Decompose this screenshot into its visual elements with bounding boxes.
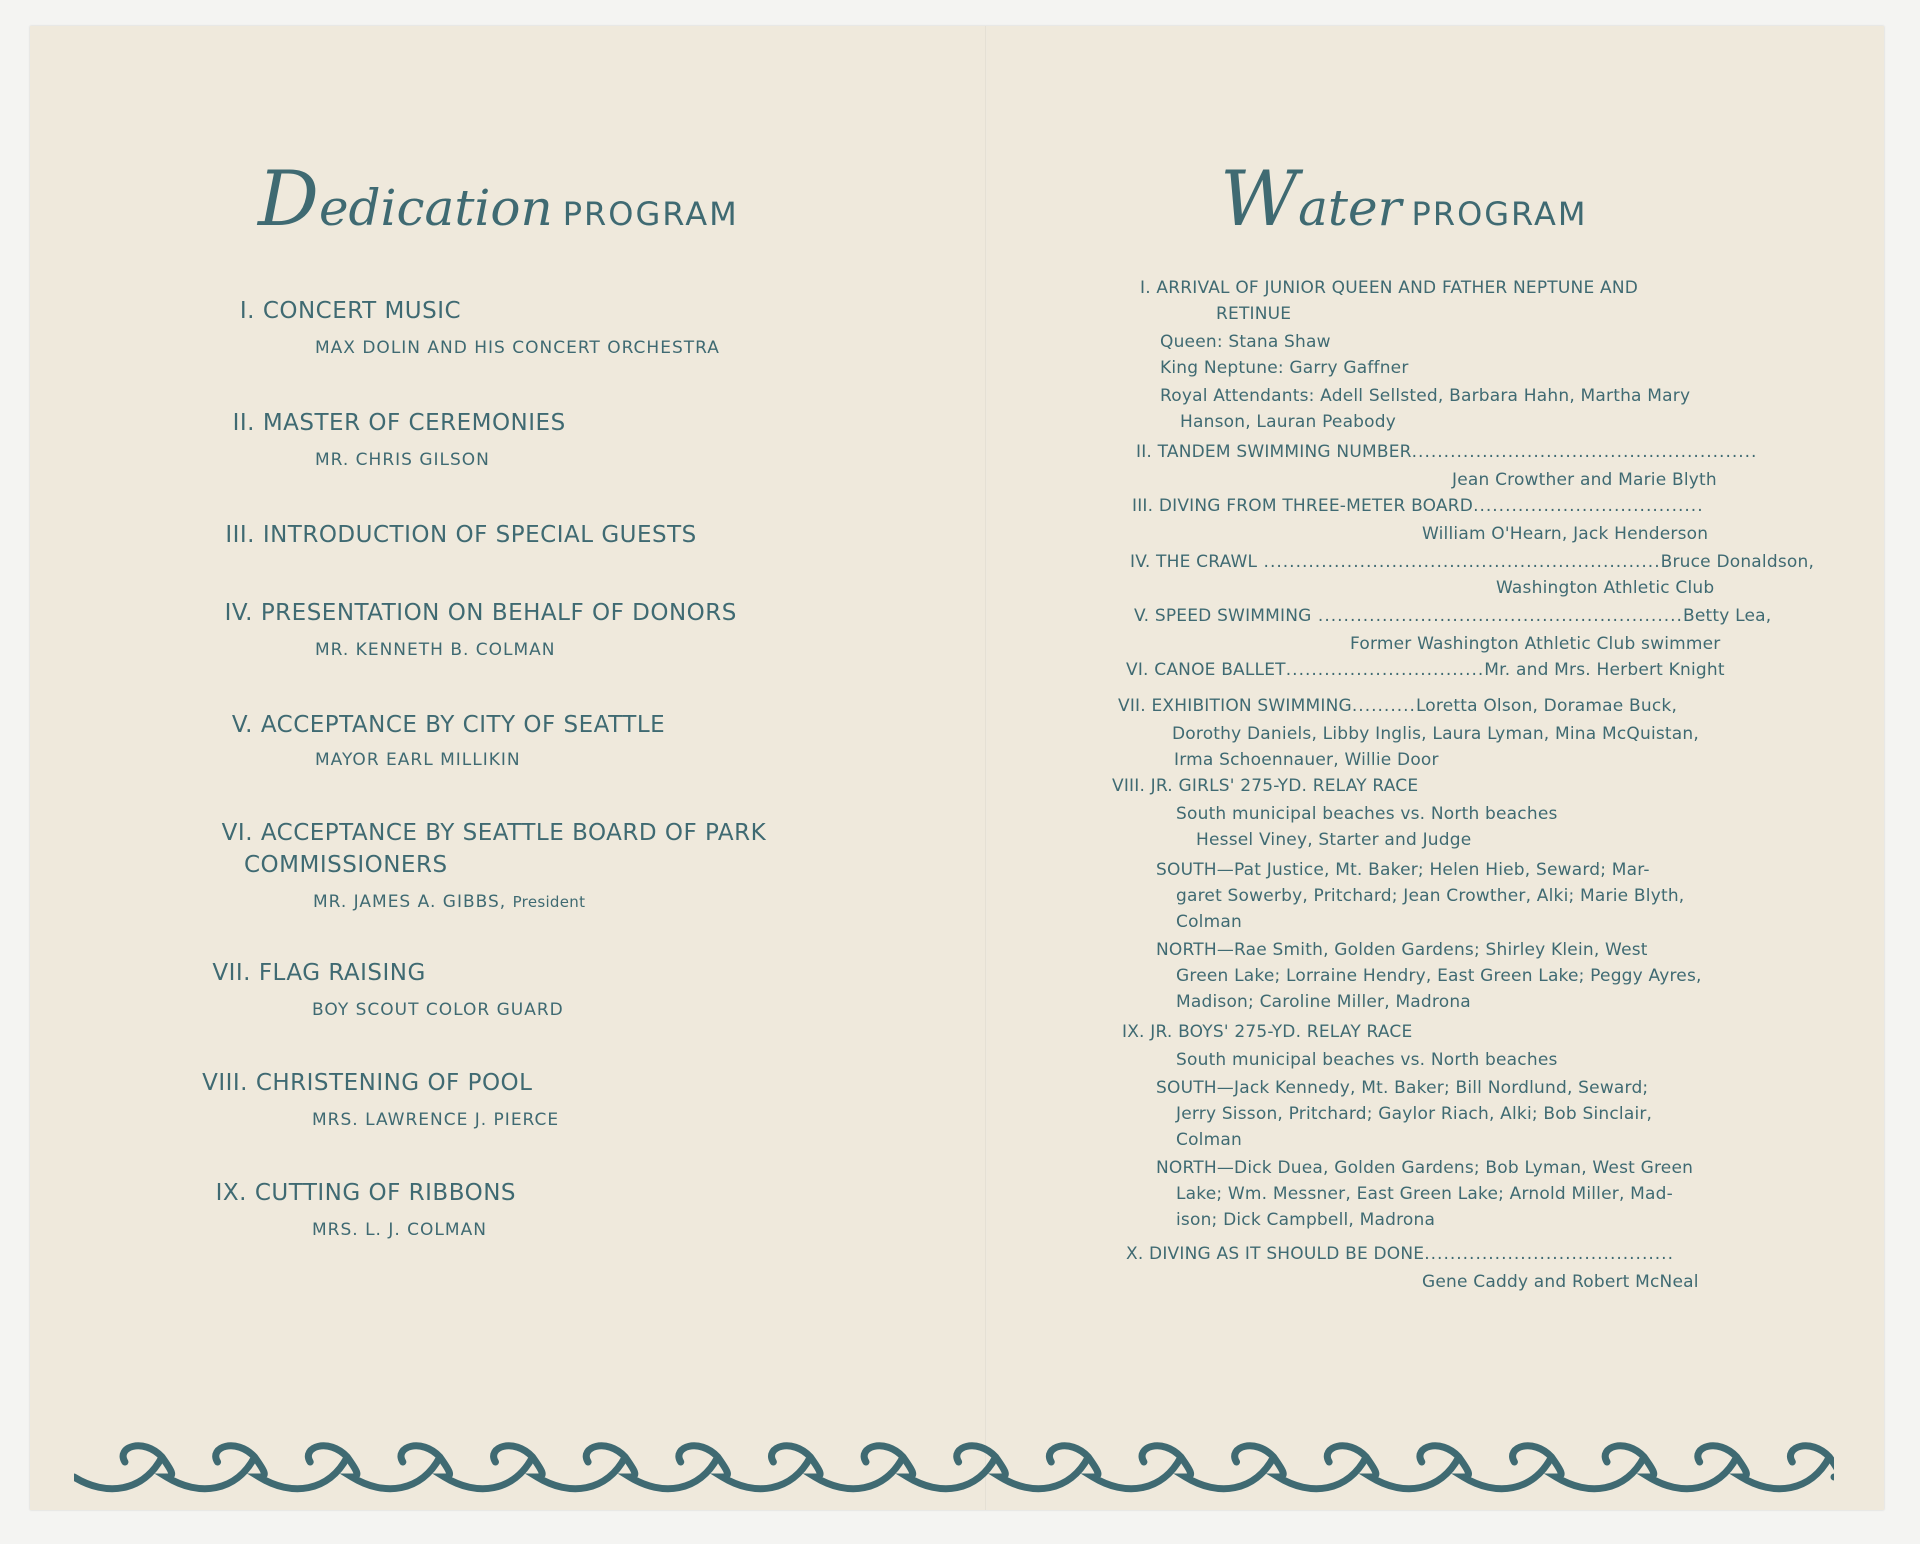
dedication-item-6-detail: MR. JAMES A. GIBBS, President [313, 892, 586, 912]
dedication-item-4-detail: MR. KENNETH B. COLMAN [315, 640, 556, 660]
title-caps: PROGRAM [1411, 195, 1588, 233]
water-item-9-matchup: South municipal beaches vs. North beaches [1176, 1050, 1558, 1070]
water-item-10-heading: X. DIVING AS IT SHOULD BE DONE....................................... [1126, 1244, 1674, 1264]
dedication-item-9-heading: IX. CUTTING OF RIBBONS [215, 1180, 516, 1206]
title-initial: W [1220, 154, 1299, 243]
dedication-item-7-detail: BOY SCOUT COLOR GUARD [312, 1000, 564, 1020]
water-item-4-club: Washington Athletic Club [1496, 578, 1715, 598]
water-item-7-performers-cont: Dorothy Daniels, Libby Inglis, Laura Lyman, Mina McQuistan, [1172, 724, 1699, 744]
water-item-8-south-cont: garet Sowerby, Pritchard; Jean Crowther, Alki; Marie Blyth, [1176, 886, 1685, 906]
water-item-9-south-cont2: Colman [1176, 1130, 1242, 1150]
dedication-item-9-detail: MRS. L. J. COLMAN [312, 1220, 487, 1240]
water-item-4-heading: IV. THE CRAWL ..............................................................Bruce Donaldson, [1130, 552, 1815, 572]
dedication-item-1-detail: MAX DOLIN AND HIS CONCERT ORCHESTRA [315, 338, 720, 358]
title-initial: D [258, 154, 319, 243]
water-item-8-heading: VIII. JR. GIRLS' 275-YD. RELAY RACE [1112, 776, 1419, 796]
water-item-1-heading-cont: RETINUE [1216, 304, 1292, 324]
water-item-8-south: SOUTH—Pat Justice, Mt. Baker; Helen Hieb, Seward; Mar- [1156, 860, 1650, 880]
water-item-6-heading: VI. CANOE BALLET...............................Mr. and Mrs. Herbert Knight [1126, 660, 1725, 680]
water-item-8-north-cont: Green Lake; Lorraine Hendry, East Green Lake; Peggy Ayres, [1176, 966, 1702, 986]
water-item-9-south-cont: Jerry Sisson, Pritchard; Gaylor Riach, Alki; Bob Sinclair, [1176, 1104, 1653, 1124]
water-royal-attendants: Royal Attendants: Adell Sellsted, Barbara Hahn, Martha Mary [1160, 386, 1691, 406]
water-item-1-heading: I. ARRIVAL OF JUNIOR QUEEN AND FATHER NEPTUNE AND [1140, 278, 1639, 298]
water-queen: Queen: Stana Shaw [1160, 332, 1331, 352]
water-item-3-performers: William O'Hearn, Jack Henderson [1422, 524, 1709, 544]
dedication-item-5-heading: V. ACCEPTANCE BY CITY OF SEATTLE [231, 712, 666, 738]
water-item-9-south: SOUTH—Jack Kennedy, Mt. Baker; Bill Nordlund, Seward; [1156, 1078, 1649, 1098]
dedication-item-6-heading: VI. ACCEPTANCE BY SEATTLE BOARD OF PARK [221, 820, 767, 846]
wave-path [74, 1446, 1834, 1489]
water-item-9-north: NORTH—Dick Duea, Golden Gardens; Bob Lyman, West Green [1156, 1158, 1694, 1178]
dedication-item-6-heading-cont: COMMISSIONERS [244, 852, 448, 878]
dedication-program-title [258, 154, 739, 243]
dedication-item-1-heading: I. CONCERT MUSIC [239, 298, 462, 324]
water-item-7-heading: VII. EXHIBITION SWIMMING..........Loretta Olson, Doramae Buck, [1118, 696, 1678, 716]
water-item-10-performers: Gene Caddy and Robert McNeal [1422, 1272, 1699, 1292]
dedication-item-8-detail: MRS. LAWRENCE J. PIERCE [312, 1110, 560, 1130]
water-item-2-performers: Jean Crowther and Marie Blyth [1452, 470, 1717, 490]
dedication-item-4-heading: IV. PRESENTATION ON BEHALF OF DONORS [224, 600, 737, 626]
title-script: edication [318, 179, 553, 237]
water-item-8-north-cont2: Madison; Caroline Miller, Madrona [1176, 992, 1471, 1012]
title-caps: PROGRAM [562, 195, 739, 233]
water-item-8-south-cont2: Colman [1176, 912, 1242, 932]
water-item-5-note: Former Washington Athletic Club swimmer [1350, 634, 1721, 654]
dedication-item-8-heading: VIII. CHRISTENING OF POOL [202, 1070, 533, 1096]
water-king-neptune: King Neptune: Garry Gaffner [1160, 358, 1409, 378]
dedication-item-3-heading: III. INTRODUCTION OF SPECIAL GUESTS [225, 522, 697, 548]
water-item-8-matchup: South municipal beaches vs. North beaches [1176, 804, 1558, 824]
dedication-item-2-heading: II. MASTER OF CEREMONIES [232, 410, 566, 436]
water-item-9-north-cont: Lake; Wm. Messner, East Green Lake; Arnold Miller, Mad- [1176, 1184, 1673, 1204]
water-item-9-heading: IX. JR. BOYS' 275-YD. RELAY RACE [1122, 1022, 1413, 1042]
center-fold [985, 26, 987, 1510]
dedication-item-7-heading: VII. FLAG RAISING [212, 960, 426, 986]
program-sheet [30, 26, 1884, 1510]
title-script: ater [1298, 179, 1402, 237]
dedication-item-2-detail: MR. CHRIS GILSON [315, 450, 490, 470]
water-item-2-heading: II. TANDEM SWIMMING NUMBER...................................................... [1136, 442, 1758, 462]
water-item-3-heading: III. DIVING FROM THREE-METER BOARD.................................... [1132, 496, 1704, 516]
water-item-8-north: NORTH—Rae Smith, Golden Gardens; Shirley Klein, West [1156, 940, 1648, 960]
water-item-5-heading: V. SPEED SWIMMING .........................................................Betty Lea, [1134, 606, 1772, 626]
water-item-9-north-cont2: ison; Dick Campbell, Madrona [1176, 1210, 1436, 1230]
water-item-8-officials: Hessel Viney, Starter and Judge [1196, 830, 1472, 850]
water-program-title [1220, 154, 1587, 243]
dedication-item-5-detail: MAYOR EARL MILLIKIN [315, 750, 521, 770]
water-item-7-performers-cont2: Irma Schoennauer, Willie Door [1174, 750, 1439, 770]
water-royal-attendants-cont: Hanson, Lauran Peabody [1180, 412, 1397, 432]
wave-border-ornament [74, 1422, 1834, 1502]
